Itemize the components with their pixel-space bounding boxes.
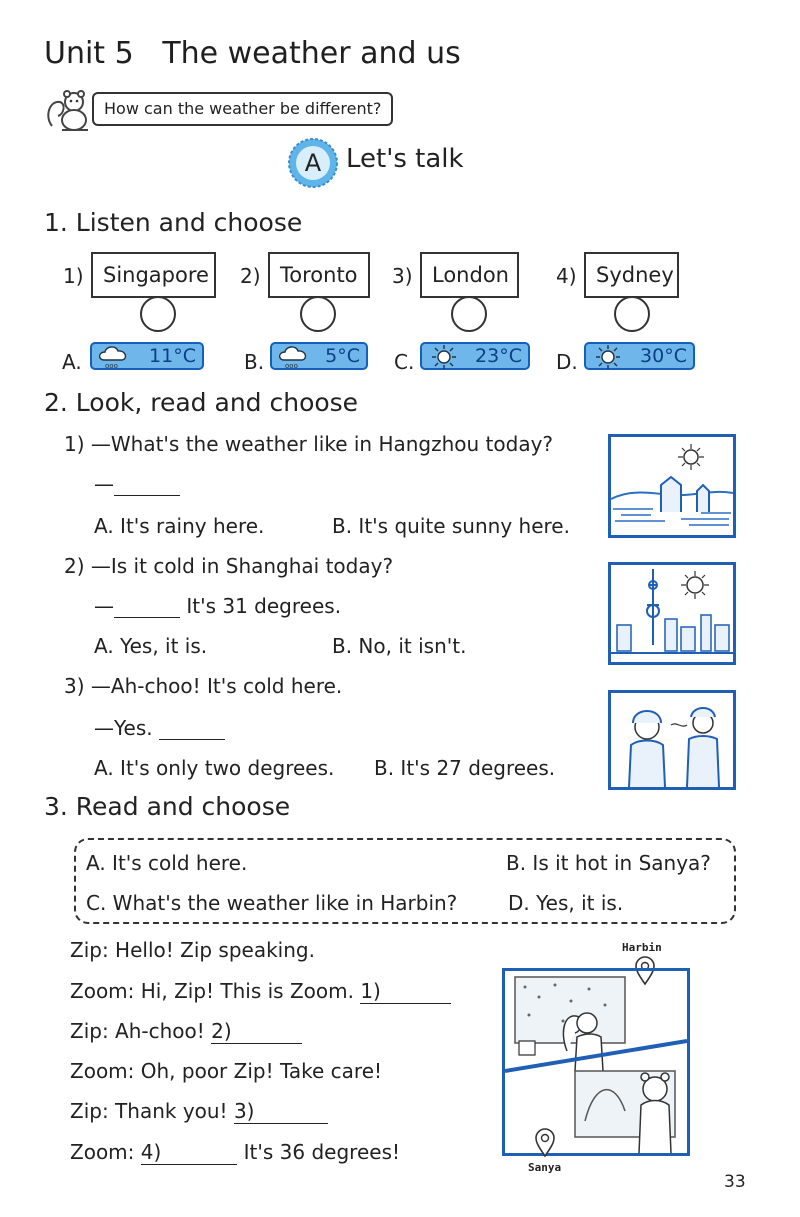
q2-answer-line: — It's 31 degrees. xyxy=(94,594,342,618)
q3-blank[interactable] xyxy=(159,722,225,740)
weather-option-b xyxy=(270,342,368,370)
q3-answer-line: —Yes. xyxy=(94,716,225,740)
q1-blank[interactable] xyxy=(114,478,180,496)
sun-icon xyxy=(590,344,626,370)
svg-text:ooo: ooo xyxy=(285,362,298,370)
weather-option-a xyxy=(90,342,204,370)
city-num: 2) xyxy=(240,264,261,288)
shanghai-picture xyxy=(608,562,736,665)
weather-label-a: A. xyxy=(62,350,82,374)
choice-d: D. Yes, it is. xyxy=(508,891,624,915)
city-toronto: Toronto xyxy=(268,252,370,298)
blank-1[interactable]: 1) xyxy=(360,979,451,1004)
blank-3[interactable]: 3) xyxy=(234,1099,329,1124)
lesson-letter: A xyxy=(304,149,322,177)
svg-text:ooo: ooo xyxy=(105,362,118,370)
weather-option-c xyxy=(420,342,530,370)
weather-label-d: D. xyxy=(556,350,578,374)
weather-temp: 11°C xyxy=(149,345,196,367)
harbin-sanya-picture xyxy=(502,968,690,1156)
dialogue-line-4: Zoom: Oh, poor Zip! Take care! xyxy=(70,1059,383,1083)
answer-circle-3[interactable] xyxy=(451,296,487,332)
q2-option-a[interactable]: A. Yes, it is. xyxy=(94,634,208,658)
q1-question: 1) —What's the weather like in Hangzhou today? xyxy=(64,432,554,456)
blank-2[interactable]: 2) xyxy=(211,1019,302,1044)
weather-label-c: C. xyxy=(394,350,415,374)
choice-c: C. What's the weather like in Harbin? xyxy=(86,891,458,915)
q2-blank[interactable] xyxy=(114,600,180,618)
section2-heading: 2. Look, read and choose xyxy=(44,388,359,417)
q1-option-a[interactable]: A. It's rainy here. xyxy=(94,514,265,538)
city-num: 3) xyxy=(392,264,413,288)
choice-a: A. It's cold here. xyxy=(86,851,248,875)
city-num: 1) xyxy=(63,264,84,288)
answer-circle-4[interactable] xyxy=(614,296,650,332)
rain-cloud-icon xyxy=(96,344,132,370)
dialogue-line-3: Zip: Ah-choo! 2) xyxy=(70,1019,302,1044)
q2-option-b[interactable]: B. No, it isn't. xyxy=(332,634,467,658)
dialogue-line-2: Zoom: Hi, Zip! This is Zoom. 1) xyxy=(70,979,451,1004)
sanya-label: Sanya xyxy=(528,1161,562,1174)
city-singapore: Singapore xyxy=(91,252,216,298)
question-box: How can the weather be different? xyxy=(92,92,393,126)
q3-option-b[interactable]: B. It's 27 degrees. xyxy=(374,756,556,780)
q3-question: 3) —Ah-choo! It's cold here. xyxy=(64,674,343,698)
q1-option-b[interactable]: B. It's quite sunny here. xyxy=(332,514,570,538)
city-london: London xyxy=(420,252,519,298)
blank-4[interactable]: 4) xyxy=(141,1140,238,1165)
zip-zoom-scene-icon xyxy=(505,971,687,1153)
section3-heading: 3. Read and choose xyxy=(44,792,291,821)
weather-temp: 30°C xyxy=(640,345,687,367)
q3-option-a[interactable]: A. It's only two degrees. xyxy=(94,756,335,780)
location-pin-icon xyxy=(534,1128,556,1158)
weather-temp: 23°C xyxy=(475,345,522,367)
rain-cloud-icon xyxy=(276,344,312,370)
weather-temp: 5°C xyxy=(325,345,360,367)
section1-heading: 1. Listen and choose xyxy=(44,208,303,237)
weather-option-d xyxy=(584,342,695,370)
dialogue-line-1: Zip: Hello! Zip speaking. xyxy=(70,938,315,962)
shanghai-scene-icon xyxy=(611,565,733,662)
unit-title: Unit 5 The weather and us xyxy=(44,36,461,71)
dialogue-line-5: Zip: Thank you! 3) xyxy=(70,1099,328,1124)
page-number: 33 xyxy=(724,1172,746,1192)
answer-circle-2[interactable] xyxy=(300,296,336,332)
city-num: 4) xyxy=(556,264,577,288)
hangzhou-scene-icon xyxy=(611,437,733,535)
q2-question: 2) —Is it cold in Shanghai today? xyxy=(64,554,394,578)
hangzhou-picture xyxy=(608,434,736,538)
city-sydney: Sydney xyxy=(584,252,679,298)
cold-people-icon xyxy=(611,693,733,787)
harbin-label: Harbin xyxy=(622,941,662,954)
choice-b: B. Is it hot in Sanya? xyxy=(506,851,711,875)
cold-people-picture xyxy=(608,690,736,790)
dialogue-line-6: Zoom: 4) It's 36 degrees! xyxy=(70,1140,401,1164)
answer-circle-1[interactable] xyxy=(140,296,176,332)
weather-label-b: B. xyxy=(244,350,265,374)
q1-answer-line: — xyxy=(94,472,180,496)
lesson-title: Let's talk xyxy=(346,144,464,174)
sun-icon xyxy=(426,344,462,370)
